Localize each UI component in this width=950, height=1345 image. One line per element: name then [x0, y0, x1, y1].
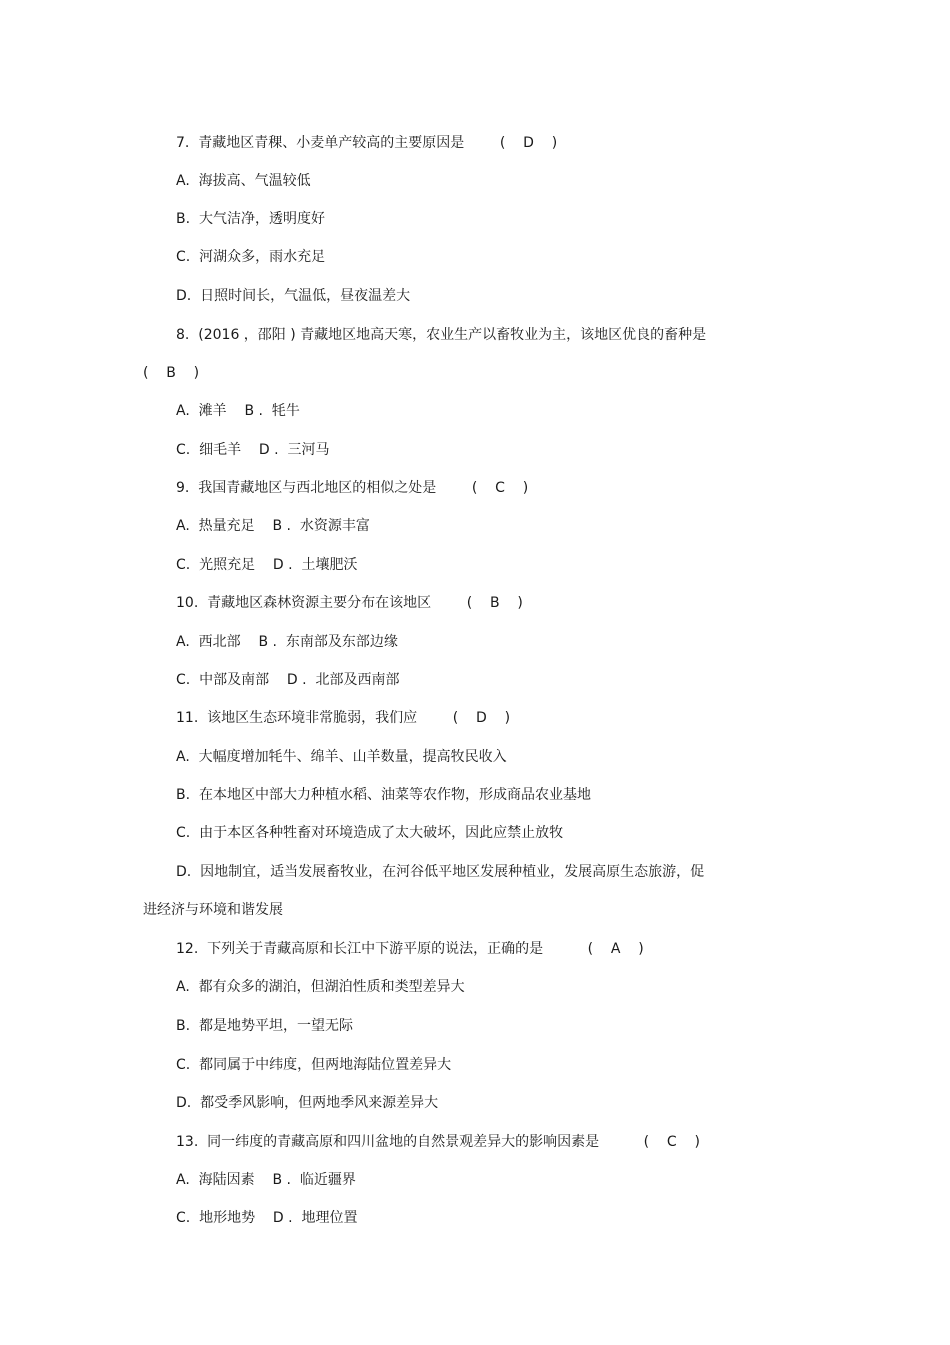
- question-13-options-ab: A. 海陆因素 B . 临近疆界: [176, 1172, 356, 1188]
- question-10-options-ab: A. 西北部 B . 东南部及东部边缘: [176, 634, 398, 650]
- question-11-option-b: B. 在本地区中部大力种植水稻、油菜等农作物，形成商品农业基地: [176, 787, 591, 803]
- question-11-stem: 11. 该地区生态环境非常脆弱，我们应 ( D ): [176, 710, 511, 726]
- question-12-option-a: A. 都有众多的湖泊，但湖泊性质和类型差异大: [176, 979, 465, 995]
- question-12-option-c: C. 都同属于中纬度，但两地海陆位置差异大: [176, 1057, 452, 1073]
- question-12-stem: 12. 下列关于青藏高原和长江中下游平原的说法，正确的是 ( A ): [176, 941, 644, 957]
- question-7-option-c: C. 河湖众多，雨水充足: [176, 249, 326, 265]
- question-9-options-ab: A. 热量充足 B . 水资源丰富: [176, 518, 370, 534]
- question-13-stem: 13. 同一纬度的青藏高原和四川盆地的自然景观差异大的影响因素是 ( C ): [176, 1134, 700, 1150]
- question-9-options-cd: C. 光照充足 D . 土壤肥沃: [176, 557, 358, 573]
- question-12-option-d: D. 都受季风影响，但两地季风来源差异大: [176, 1095, 439, 1111]
- question-10-options-cd: C. 中部及南部 D . 北部及西南部: [176, 672, 400, 688]
- question-7-option-b: B. 大气洁净，透明度好: [176, 211, 325, 227]
- question-7-option-a: A. 海拔高、气温较低: [176, 173, 311, 189]
- question-11-option-d-continued: 进经济与环境和谐发展: [143, 902, 283, 918]
- question-12-option-b: B. 都是地势平坦，一望无际: [176, 1018, 353, 1034]
- question-7-stem: 7. 青藏地区青稞、小麦单产较高的主要原因是 ( D ): [176, 135, 558, 151]
- question-10-stem: 10. 青藏地区森林资源主要分布在该地区 ( B ): [176, 595, 523, 611]
- question-8-answer: ( B ): [143, 365, 200, 381]
- question-8-options-ab: A. 滩羊 B . 牦牛: [176, 403, 300, 419]
- question-11-option-c: C. 由于本区各种牲畜对环境造成了太大破坏，因此应禁止放牧: [176, 825, 564, 841]
- question-13-options-cd: C. 地形地势 D . 地理位置: [176, 1210, 358, 1226]
- question-7-option-d: D. 日照时间长，气温低，昼夜温差大: [176, 288, 411, 304]
- question-8-stem: 8. (2016 ，邵阳 ) 青藏地区地高天寒，农业生产以畜牧业为主，该地区优良的畜种是: [176, 327, 707, 343]
- question-9-stem: 9. 我国青藏地区与西北地区的相似之处是 ( C ): [176, 480, 529, 496]
- question-8-options-cd: C. 细毛羊 D . 三河马: [176, 442, 330, 458]
- question-11-option-a: A. 大幅度增加牦牛、绵羊、山羊数量，提高牧民收入: [176, 749, 507, 765]
- question-11-option-d: D. 因地制宜，适当发展畜牧业，在河谷低平地区发展种植业，发展高原生态旅游，促: [176, 864, 705, 880]
